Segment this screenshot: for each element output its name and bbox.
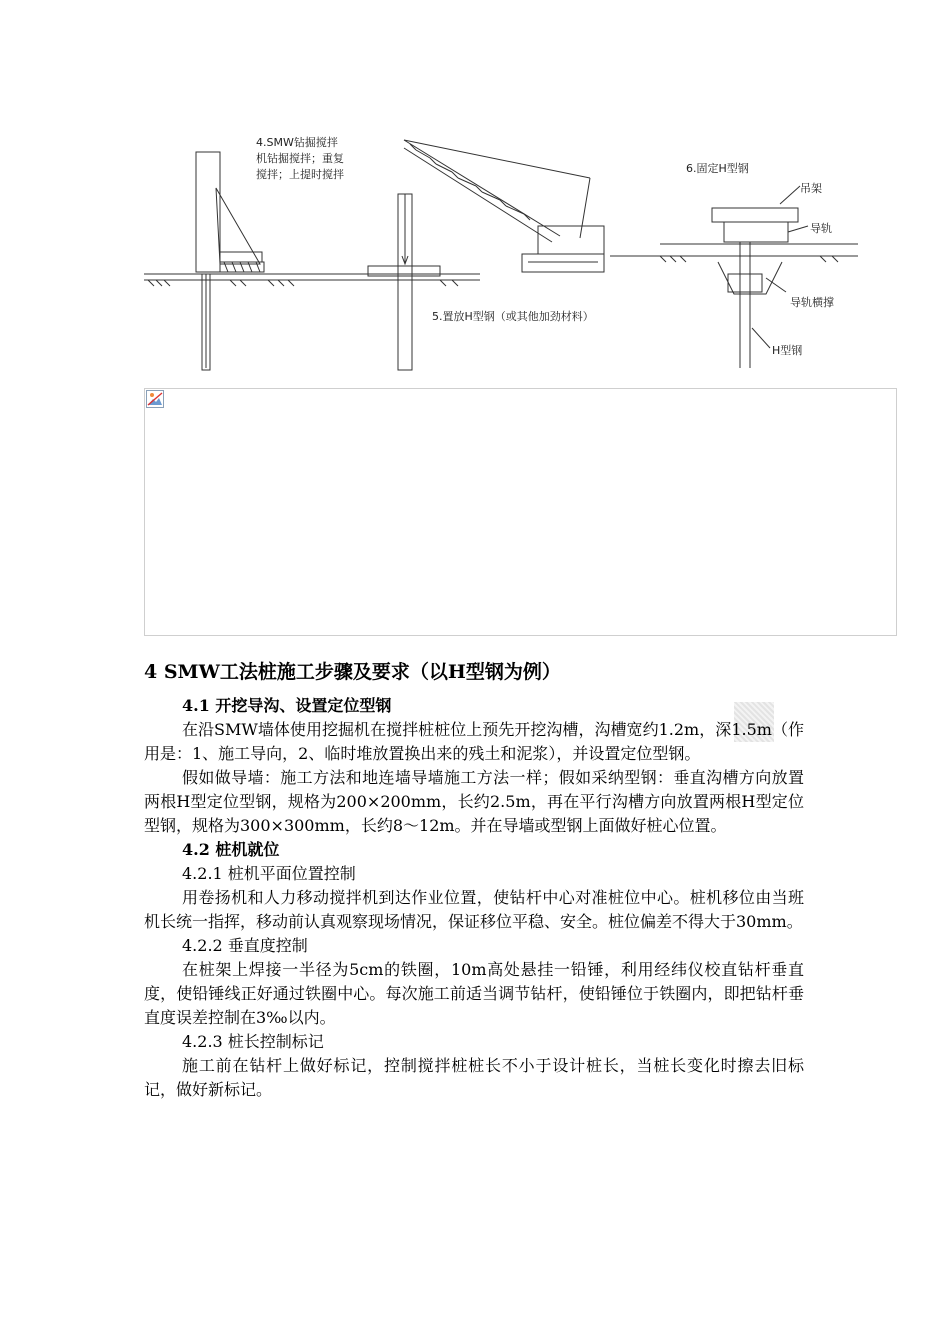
step6-labels — [686, 161, 834, 357]
document-body — [144, 656, 804, 1102]
paragraph-verticality: 在桩架上焊接一半径为5cm的铁圈，10m高处悬挂一铅锤，利用经纬仪校直钻杆垂直度，使铅锤线正好通过铁圈中心。每次施工前适当调节钻杆，使铅锤位于铁圈内，即把钻杆垂直度误差控制在3‰以内。 — [144, 960, 804, 1027]
subsection-4-2-1-heading: 4.2.1 桩机平面位置控制 — [182, 864, 356, 883]
section-heading: 4 SMW工法桩施工步骤及要求（以H型钢为例） — [144, 661, 561, 683]
paragraph-guide-wall: 假如做导墙：施工方法和地连墙导墙施工方法一样；假如采纳型钢：垂直沟槽方向放置两根H型定位型钢，规格为200×200mm，长约2.5m，再在平行沟槽方向放置两根H型定位型钢，规格为300×300mm，长约8～12m。并在导墙或型钢上面做好桩心位置。 — [144, 768, 804, 835]
construction-steps-diagram — [140, 128, 860, 374]
subsection-4-2-3-heading: 4.2.3 桩长控制标记 — [182, 1032, 324, 1051]
paragraph-length-mark: 施工前在钻杆上做好标记，控制搅拌桩桩长不小于设计桩长，当桩长变化时擦去旧标记，做好新标记。 — [144, 1056, 804, 1099]
broken-image-icon — [146, 390, 164, 408]
step6-label: 6.固定H型钢 — [686, 162, 749, 175]
rail-brace-label: 导轨横撑 — [790, 296, 834, 309]
step5-label: 5.置放H型钢（或其他加劲材料） — [432, 310, 594, 323]
step4-label-line2: 机钻掘搅拌；重复 — [256, 152, 344, 165]
paragraph-trench: 在沿SMW墙体使用挖掘机在搅拌桩桩位上预先开挖沟槽，沟槽宽约1.2m，深1.5m（作用是：1、施工导向，2、临时堆放置换出来的残土和泥浆），并设置定位型钢。 — [144, 720, 804, 763]
step4-label-line1: 4.SMW钻掘搅拌 — [256, 136, 338, 149]
paragraph-positioning: 用卷扬机和人力移动搅拌机到达作业位置，使钻杆中心对准桩位中心。桩机移位由当班机长统一指挥，移动前认真观察现场情况，保证移位平稳、安全。桩位偏差不得大于30mm。 — [144, 888, 804, 931]
subsection-4-2-2-heading: 4.2.2 垂直度控制 — [182, 936, 308, 955]
missing-image-placeholder — [144, 388, 897, 636]
step4-rig-drawing — [144, 152, 265, 370]
subsection-4-1-heading: 4.1 开挖导沟、设置定位型钢 — [182, 696, 392, 715]
step4-label — [256, 135, 344, 181]
step6-fixing-drawing — [610, 186, 858, 368]
hanger-label: 吊架 — [800, 182, 822, 195]
h-steel-label: H型钢 — [772, 344, 803, 357]
subsection-4-2-heading: 4.2 桩机就位 — [182, 840, 280, 859]
step4-label-line3: 搅拌；上提时搅拌 — [256, 168, 344, 181]
rail-label: 导轨 — [810, 222, 832, 235]
